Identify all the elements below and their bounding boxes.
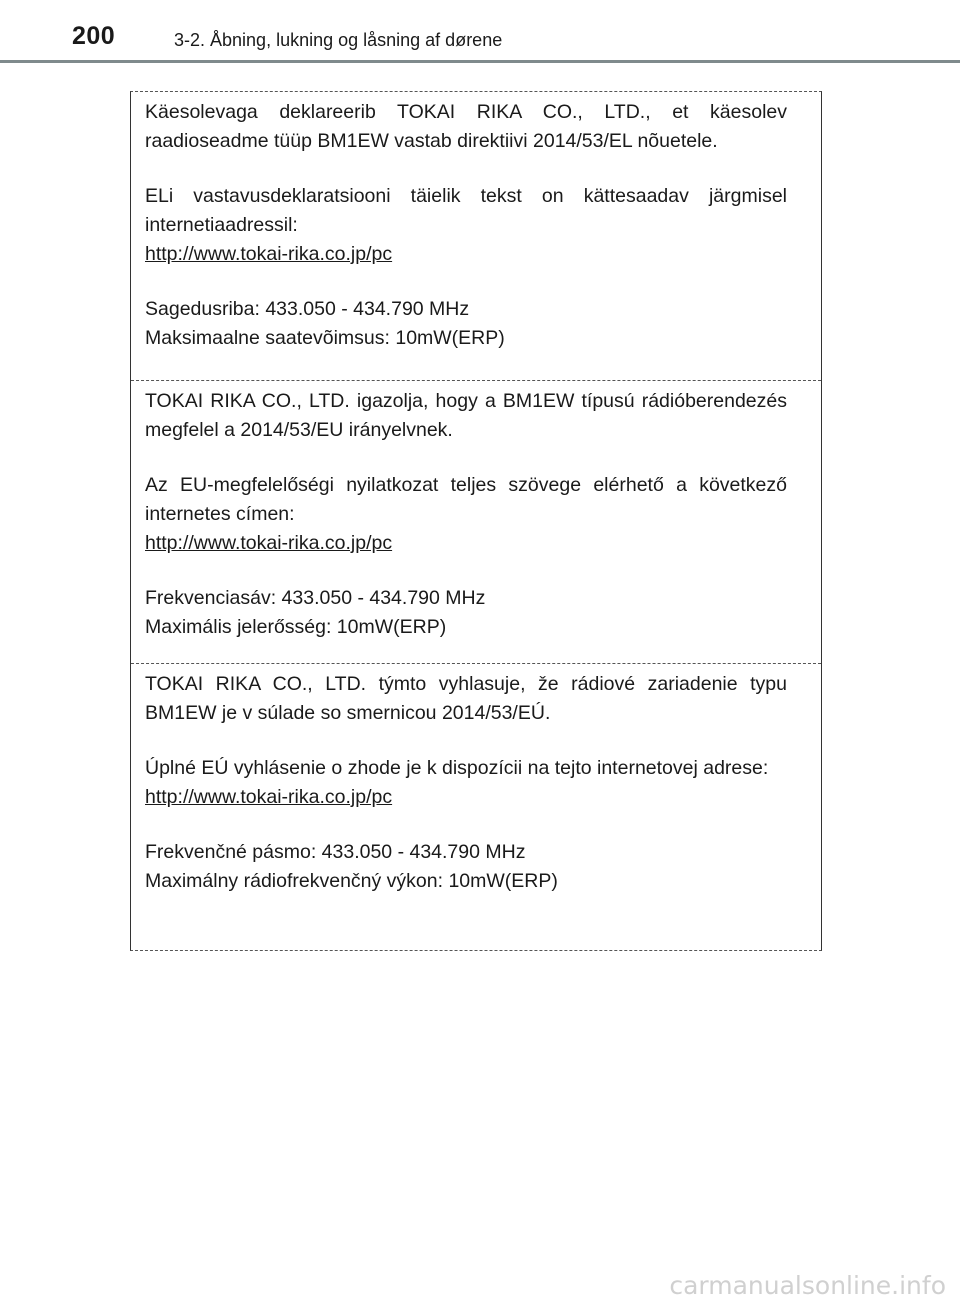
- availability-text: ELi vastavusdeklaratsiooni täielik tekst on kättesaadav järgmisel internetiaadressil:: [145, 185, 787, 236]
- notice-slovak: [131, 663, 821, 950]
- declaration-text: TOKAI RIKA CO., LTD. igazolja, hogy a BM1EW típusú rádióberendezés megfelel a 2014/53/EU irányelvnek.: [145, 390, 787, 441]
- page-header: [0, 0, 960, 62]
- header-divider: [0, 60, 960, 63]
- frequency-text: Frekvenčné pásmo: 433.050 - 434.790 MHz: [145, 841, 526, 863]
- declaration-box: [130, 91, 822, 951]
- availability-text: Az EU-megfelelőségi nyilatkozat teljes szövege elérhető a következő internetes címen:: [145, 474, 787, 525]
- availability-text: Úplné EÚ vyhlásenie o zhode je k dispozícii na tejto internetovej adrese:: [145, 757, 769, 779]
- power-text: Maximális jelerősség: 10mW(ERP): [145, 616, 447, 638]
- declaration-url-link[interactable]: http://www.tokai-rika.co.jp/pc: [145, 786, 393, 808]
- section-title: 3-2. Åbning, lukning og låsning af dørene: [174, 30, 503, 50]
- power-text: Maximálny rádiofrekvenčný výkon: 10mW(ERP): [145, 870, 558, 892]
- declaration-url-link[interactable]: http://www.tokai-rika.co.jp/pc: [145, 243, 393, 265]
- frequency-text: Frekvenciasáv: 433.050 - 434.790 MHz: [145, 587, 486, 609]
- declaration-url-link[interactable]: http://www.tokai-rika.co.jp/pc: [145, 532, 393, 554]
- declaration-text: Käesolevaga deklareerib TOKAI RIKA CO., LTD., et käesolev raadioseadme tüüp BM1EW vastab direktiivi 2014/53/EL nõuetele.: [145, 101, 787, 152]
- notice-hungarian: [131, 380, 821, 663]
- frequency-text: Sagedusriba: 433.050 - 434.790 MHz: [145, 298, 470, 320]
- watermark: carmanualsonline.info: [669, 1271, 946, 1300]
- notice-estonian: [131, 92, 821, 380]
- page-number: 200: [72, 22, 116, 50]
- declaration-text: TOKAI RIKA CO., LTD. týmto vyhlasuje, že rádiové zariadenie typu BM1EW je v súlade so smernicou 2014/53/EÚ.: [145, 673, 787, 724]
- power-text: Maksimaalne saatevõimsus: 10mW(ERP): [145, 327, 505, 349]
